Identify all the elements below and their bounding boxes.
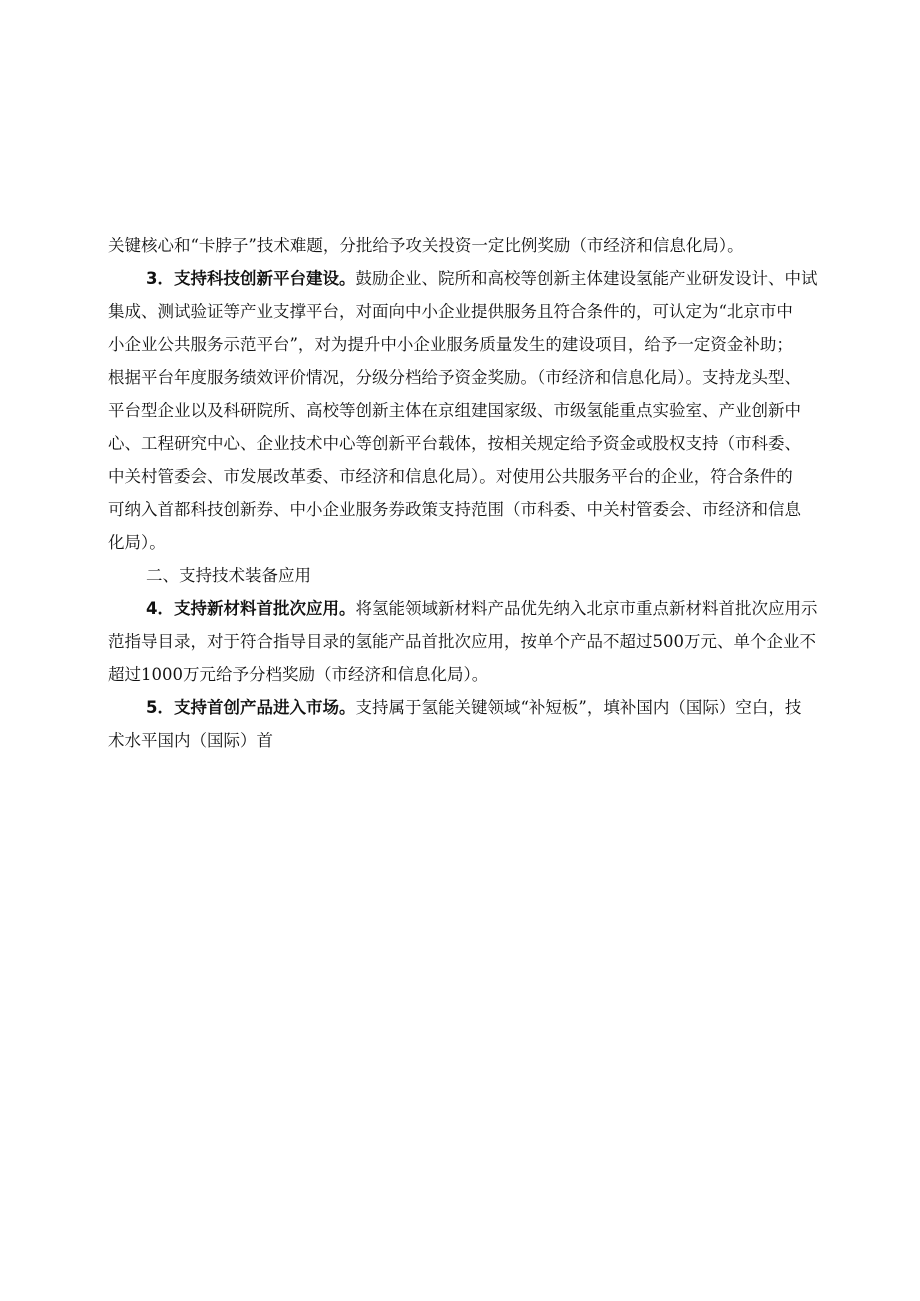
line-text: 关键核心和“卡脖子”技术难题，分批给予攻关投资一定比例奖励（市经济和信息化局）。 xyxy=(108,236,744,255)
paragraph-heading-5 xyxy=(108,691,894,724)
section-heading xyxy=(108,559,894,592)
line-text: 可纳入首都科技创新券、中小企业服务券政策支持范围（市科委、中关村管委会、市经济和信息 xyxy=(108,500,801,519)
heading-text: 4．支持新材料首批次应用。 xyxy=(146,599,356,618)
paragraph-line xyxy=(108,658,894,691)
document-body xyxy=(108,229,894,757)
line-text: 根据平台年度服务绩效评价情况，分级分档给予资金奖励。（市经济和信息化局）。支持龙头型、 xyxy=(108,368,801,387)
heading-text: 5．支持首创产品进入市场。 xyxy=(146,698,356,717)
paragraph-line xyxy=(108,724,894,757)
line-text: 平台型企业以及科研院所、高校等创新主体在京组建国家级、市级氢能重点实验室、产业创新中 xyxy=(108,401,801,420)
paragraph-line xyxy=(108,526,894,559)
section-title: 二、支持技术装备应用 xyxy=(146,566,311,585)
line-text: 心、工程研究中心、企业技术中心等创新平台载体，按相关规定给予资金或股权支持（市科委、 xyxy=(108,434,801,453)
paragraph-line xyxy=(108,460,894,493)
paragraph-line xyxy=(108,229,894,262)
line-text: 小企业公共服务示范平台”，对为提升中小企业服务质量发生的建设项目，给予一定资金补助； xyxy=(108,335,793,354)
line-text: 将氢能领域新材料产品优先纳入北京市重点新材料首批次应用示 xyxy=(355,599,818,618)
line-text: 中关村管委会、市发展改革委、市经济和信息化局）。对使用公共服务平台的企业，符合条件的 xyxy=(108,467,793,486)
line-text: 集成、测试验证等产业支撑平台，对面向中小企业提供服务且符合条件的，可认定为“北京市中 xyxy=(108,302,793,321)
paragraph-line xyxy=(108,625,894,658)
paragraph-heading-4 xyxy=(108,592,894,625)
paragraph-line xyxy=(108,328,894,361)
paragraph-line xyxy=(108,394,894,427)
paragraph-line xyxy=(108,427,894,460)
line-text: 化局）。 xyxy=(108,533,166,552)
paragraph-heading-3 xyxy=(108,262,894,295)
line-text: 范指导目录，对于符合指导目录的氢能产品首批次应用，按单个产品不超过500万元、单个企业不 xyxy=(108,632,816,651)
line-text: 术水平国内（国际）首 xyxy=(108,731,273,750)
line-text: 超过1000万元给予分档奖励（市经济和信息化局）。 xyxy=(108,665,489,684)
paragraph-line xyxy=(108,493,894,526)
heading-text: 3．支持科技创新平台建设。 xyxy=(146,269,356,288)
line-text: 鼓励企业、院所和高校等创新主体建设氢能产业研发设计、中试 xyxy=(355,269,818,288)
paragraph-line xyxy=(108,361,894,394)
line-text: 支持属于氢能关键领域“补短板”，填补国内（国际）空白，技 xyxy=(355,698,802,717)
paragraph-line xyxy=(108,295,894,328)
